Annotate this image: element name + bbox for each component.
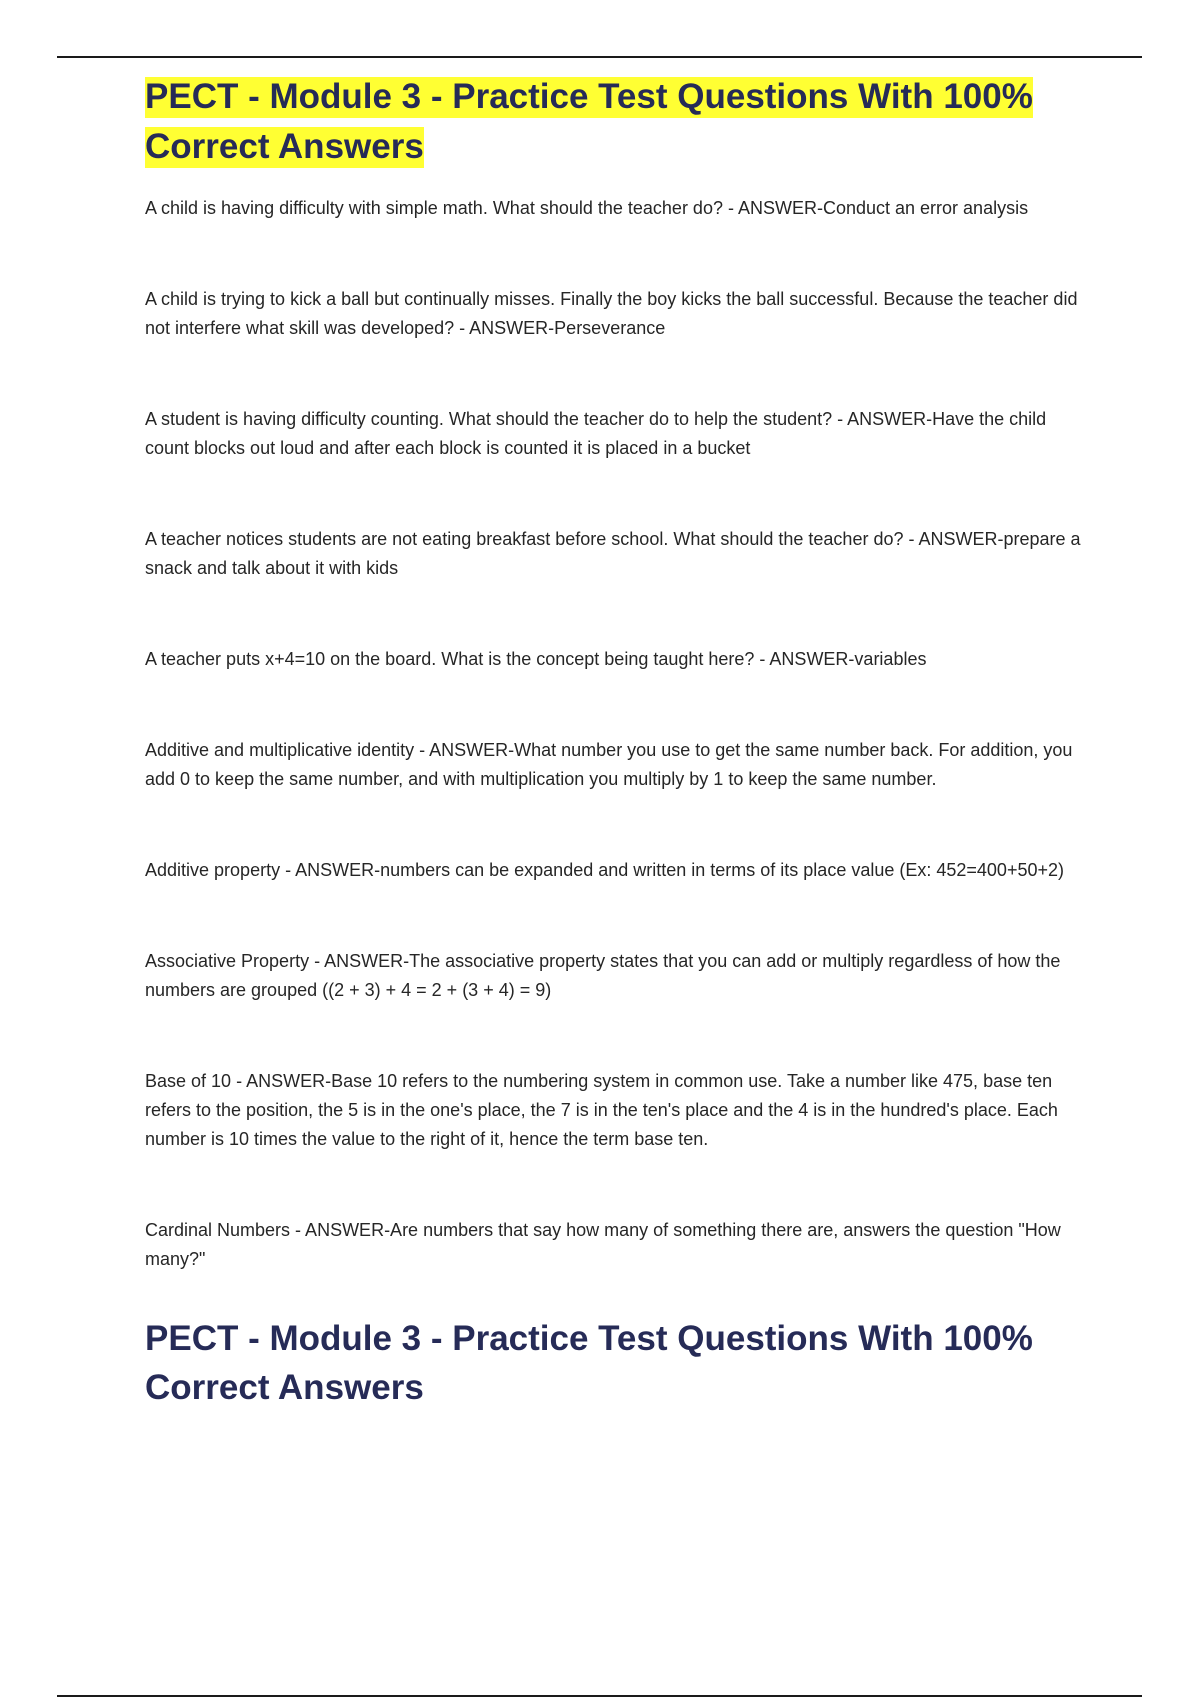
qa-item: Associative Property - ANSWER-The associative property states that you can add or multiply regardless of how the numbers are grouped ((2 + 3) + 4 = 2 + (3 + 4) = 9) [145, 951, 1061, 1000]
qa-item: A child is trying to kick a ball but continually misses. Finally the boy kicks the ball successful. Because the teacher did not interfere what skill was developed? - ANSWER-Perseverance [145, 289, 1078, 338]
document-page [145, 72, 1095, 1412]
document-title-text: PECT - Module 3 - Practice Test Questions With 100% Correct Answers [145, 77, 1033, 166]
bottom-rule [57, 1695, 1142, 1697]
qa-list [145, 194, 1095, 1274]
qa-item: A child is having difficulty with simple math. What should the teacher do? - ANSWER-Conduct an error analysis [145, 198, 1029, 218]
qa-item: A student is having difficulty counting. What should the teacher do to help the student? - ANSWER-Have the child count blocks out loud and after each block is counted it is placed in a bucket [145, 409, 1047, 458]
qa-item: Cardinal Numbers - ANSWER-Are numbers that say how many of something there are, answers the question "How many?" [145, 1220, 1061, 1269]
qa-item: A teacher notices students are not eating breakfast before school. What should the teacher do? - ANSWER-prepare a snack and talk about it with kids [145, 529, 1081, 578]
qa-item: Additive property - ANSWER-numbers can be expanded and written in terms of its place value (Ex: 452=400+50+2) [145, 860, 1064, 880]
document-title [145, 72, 1095, 172]
footer-title: PECT - Module 3 - Practice Test Questions With 100% Correct Answers [145, 1319, 1033, 1407]
qa-item: Base of 10 - ANSWER-Base 10 refers to the numbering system in common use. Take a number like 475, base ten refers to the position, the 5 is in the one's place, the 7 is in the ten's place and the 4 is in the hundred's place. Each number is 10 times the value to the right of it, hence the term base ten. [145, 1071, 1058, 1149]
qa-item: A teacher puts x+4=10 on the board. What is the concept being taught here? - ANSWER-variables [145, 649, 927, 669]
qa-item: Additive and multiplicative identity - ANSWER-What number you use to get the same number back. For addition, you add 0 to keep the same number, and with multiplication you multiply by 1 to keep the same number. [145, 740, 1073, 789]
top-rule [57, 56, 1142, 58]
